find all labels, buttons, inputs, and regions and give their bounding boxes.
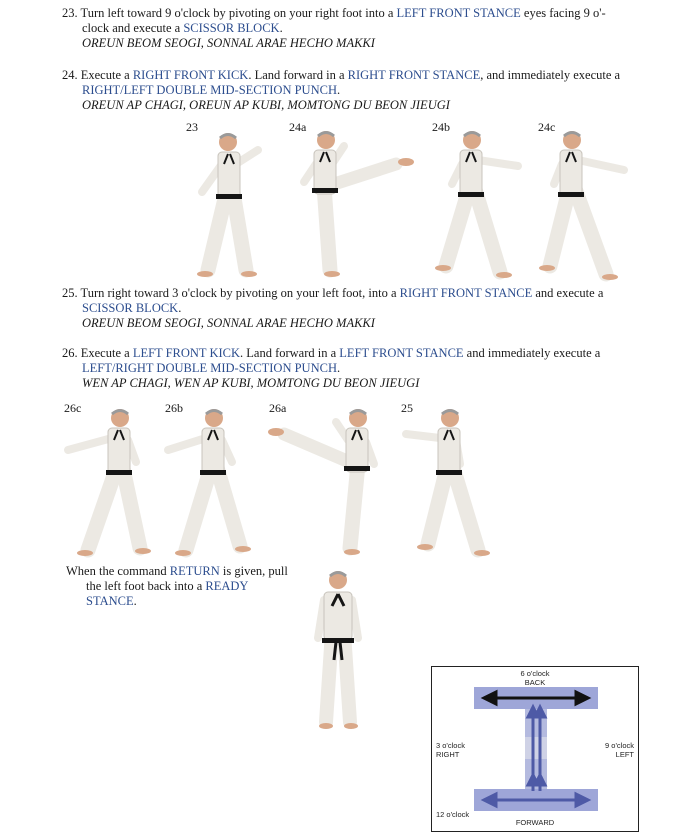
ready-stance-photo xyxy=(306,566,372,732)
step-number: 26. xyxy=(62,346,78,360)
return-instruction: When the command RETURN is given, pull the left foot back into a READY STANCE. xyxy=(66,564,288,608)
diagram-label-left: LEFT xyxy=(615,750,634,759)
martial-artist-photo xyxy=(180,124,280,284)
step-24: 24. Execute a RIGHT FRONT KICK. Land forward in a RIGHT FRONT STANCE, and immediately execute a RIGHT/LEFT DOUBLE MID-SECTION PUNCH. OREUN AP CHAGI, OREUN AP KUBI, MOMTONG DU BEON JIEUGI xyxy=(62,68,662,113)
martial-artist-photo xyxy=(262,400,402,562)
photo-label: 24c xyxy=(538,120,556,134)
romanized-text: OREUN BEOM SEOGI, SONNAL ARAE HECHO MAKKI xyxy=(82,316,375,330)
diagram-label-6-oclock: 6 o'clock xyxy=(520,669,550,678)
keyword: LEFT FRONT STANCE xyxy=(396,6,521,20)
keyword: LEFT FRONT KICK xyxy=(132,346,241,360)
keyword: SCISSOR BLOCK xyxy=(183,21,280,35)
diagram-label-9-oclock: 9 o'clock xyxy=(605,741,634,750)
step-number: 23. xyxy=(62,6,78,20)
keyword: RIGHT FRONT STANCE xyxy=(399,286,533,300)
keyword: LEFT/RIGHT DOUBLE MID-SECTION PUNCH xyxy=(82,361,337,375)
photo-label: 25 xyxy=(401,401,413,415)
photo-label: 24b xyxy=(432,120,450,134)
step-26: 26. Execute a LEFT FRONT KICK. Land forward in a LEFT FRONT STANCE and immediately execute a LEFT/RIGHT DOUBLE MID-SECTION PUNCH. WEN AP CHAGI, WEN AP KUBI, MOMTONG DU BEON JIEUGI xyxy=(62,346,662,391)
romanized-text: OREUN AP CHAGI, OREUN AP KUBI, MOMTONG DU BEON JIEUGI xyxy=(82,98,450,112)
photo-label: 26c xyxy=(64,401,82,415)
martial-artist-photo xyxy=(398,400,498,562)
martial-artist-photo xyxy=(284,124,424,284)
romanized-text: OREUN BEOM SEOGI, SONNAL ARAE HECHO MAKKI xyxy=(82,36,375,50)
diagram-label-forward: FORWARD xyxy=(515,818,555,827)
diagram-label-right: RIGHT xyxy=(436,750,460,759)
keyword: SCISSOR BLOCK xyxy=(82,301,179,315)
keyword: RIGHT FRONT STANCE xyxy=(347,68,481,82)
martial-artist-photo xyxy=(428,124,528,284)
photo-label: 24a xyxy=(289,120,307,134)
photo-label: 23 xyxy=(186,120,198,134)
keyword: RIGHT/LEFT DOUBLE MID-SECTION PUNCH xyxy=(82,83,337,97)
keyword: STANCE xyxy=(86,594,134,608)
diagram-label-12-oclock: 12 o'clock xyxy=(436,810,470,819)
keyword: LEFT FRONT STANCE xyxy=(339,346,464,360)
step-number: 25. xyxy=(62,286,78,300)
step-25: 25. Turn right toward 3 o'clock by pivoting on your left foot, into a RIGHT FRONT STANCE and execute a SCISSOR BLOCK. OREUN BEOM SEOGI, SONNAL ARAE HECHO MAKKI xyxy=(62,286,662,331)
step-23: 23. Turn left toward 9 o'clock by pivoting on your right foot into a LEFT FRONT STANCE eyes facing 9 o'- clock and execute a SCISSOR BLOCK. OREUN BEOM SEOGI, SONNAL ARAE HECHO MAKKI xyxy=(62,6,662,51)
romanized-text: WEN AP CHAGI, WEN AP KUBI, MOMTONG DU BEON JIEUGI xyxy=(82,376,420,390)
pattern-diagram xyxy=(431,666,639,832)
diagram-label-back: BACK xyxy=(524,678,546,687)
martial-artist-photo xyxy=(60,400,160,562)
keyword: READY xyxy=(205,579,249,593)
step-number: 24. xyxy=(62,68,78,82)
keyword: RIGHT FRONT KICK xyxy=(132,68,249,82)
photo-label: 26a xyxy=(269,401,287,415)
martial-artist-photo xyxy=(536,124,636,284)
martial-artist-photo xyxy=(160,400,260,562)
diagram-label-3-oclock: 3 o'clock xyxy=(436,741,465,750)
photo-label: 26b xyxy=(165,401,183,415)
keyword: RETURN xyxy=(169,564,220,578)
